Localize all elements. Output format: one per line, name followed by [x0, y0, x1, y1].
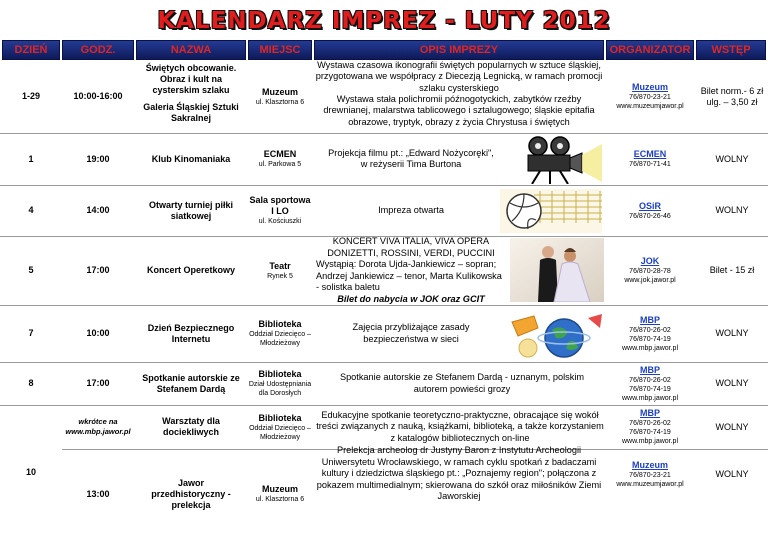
header-org: ORGANIZATOR: [606, 40, 694, 60]
organizer-phone: 76/870-28-78: [629, 268, 671, 275]
ticket-info: Bilet do nabycia w JOK oraz GCIT: [337, 293, 485, 304]
organizer-phone: 76/870-26-02: [629, 420, 671, 427]
place-name: Biblioteka: [258, 412, 302, 423]
event-place: [248, 449, 312, 539]
event-time: 10:00-16:00: [73, 91, 123, 101]
organizer-phone: 76/870-26-46: [629, 212, 671, 220]
event-place: [248, 133, 312, 185]
event-place: [248, 236, 312, 305]
event-organizer: [606, 449, 694, 499]
place-address: ul. Kościuszki: [258, 218, 302, 225]
event-organizer: [606, 236, 694, 305]
volleyball-icon: [500, 189, 602, 233]
event-entry: WOLNY: [715, 468, 749, 479]
event-place: [248, 60, 312, 133]
organizer-phone-2: 76/870-74-19: [629, 429, 671, 436]
organizer-link[interactable]: MBP: [640, 408, 660, 418]
organizer-link[interactable]: Muzeum: [632, 82, 668, 92]
event-organizer: [606, 60, 694, 133]
concert-composers: DONIZETTI, ROSSINI, VERDI, PUCCINI: [327, 247, 495, 258]
organizer-phone: 76/870-71-41: [629, 161, 671, 168]
event-description: [316, 236, 506, 305]
event-day: 4: [28, 205, 34, 215]
header-day: DZIEŃ: [2, 40, 60, 60]
place-address: ul. Klasztorna 6: [255, 98, 305, 106]
event-entry: Bilet - 15 zł: [709, 265, 755, 275]
film-camera-icon: [510, 136, 602, 184]
organizer-website: www.mbp.jawor.pl: [621, 438, 679, 445]
place-name: Biblioteka: [258, 319, 302, 329]
event-time: 14:00: [86, 205, 110, 215]
event-name: Świętych obcowanie. Obraz i kult na cysterskim szlaku: [145, 62, 237, 95]
event-description: Wystawa czasowa ikonografii świętych popularnych w sztuce śląskiej, przygotowana we współpracy z Diecezją Legnicką, w ramach promocji szlaku cysterskiego: [315, 59, 603, 93]
organizer-phone: 76/870-23-21: [629, 94, 671, 101]
event-time: 19:00: [86, 153, 110, 164]
event-day: 5: [28, 265, 34, 275]
place-address: Oddział Dziecięco – Młodzieżowy: [249, 424, 311, 441]
event-name-2: Galeria Śląskiej Sztuki Sakralnej: [143, 102, 239, 123]
organizer-website: www.jok.jawor.pl: [624, 277, 676, 284]
event-description: Edukacyjne spotkanie teoretyczno-praktyczne, obracające się wokół treści związanych z nauką, książkami, biblioteką, a także korzystaniem z katalogów bibliotecznych on-line: [316, 409, 604, 443]
event-name: Warsztaty dla dociekliwych: [162, 416, 220, 437]
organizer-website: www.muzeumjawor.pl: [616, 103, 684, 110]
event-description-2: Wystawa stała polichromii późnogotyckich, zabytków rzeźby drewnianej, malarstwa tablicowego i sztalugowego; śląskie epitafia obrazowe, tryptyk, obrazy z życia Chrystusa i świętych: [323, 93, 595, 127]
organizer-link[interactable]: JOK: [640, 256, 660, 266]
organizer-link[interactable]: MBP: [640, 364, 660, 375]
place-address: Oddział Dziecięco – Młodzieżowy: [249, 331, 311, 347]
event-name: Koncert Operetkowy: [146, 265, 236, 275]
event-time: wkrótce na www.mbp.jawor.pl: [65, 417, 131, 436]
place-name: ECMEN: [263, 149, 297, 159]
event-description: Prelekcja archeolog dr Justyny Baron z Instytutu Archeologii Uniwersytetu Wrocławskiego, w ramach cyklu spotkań z badaczami kultury i dziedzictwa śląskiego pt.: „Poznajemy region"; połączona z pokazem multimedialnym; skierowana do szkół oraz miłośników Ziemi Jaworskiej: [316, 445, 602, 502]
organizer-link[interactable]: Muzeum: [632, 459, 668, 470]
event-organizer: [606, 362, 694, 405]
event-time: 10:00: [86, 328, 110, 338]
event-day: 8: [28, 378, 34, 388]
concert-title: KONCERT VIVA ITALIA, VIVA OPERA: [332, 236, 490, 246]
header-entry: WSTĘP: [696, 40, 766, 60]
header-time: GODZ.: [62, 40, 134, 60]
event-name: Dzień Bezpiecznego Internetu: [147, 322, 235, 344]
event-name: Klub Kinomaniaka: [151, 153, 231, 164]
opera-singers-photo: [510, 238, 604, 302]
event-day: 1: [28, 153, 34, 164]
event-entry: WOLNY: [715, 378, 749, 388]
event-time: 17:00: [86, 265, 110, 275]
event-place: [248, 405, 312, 449]
event-entry: WOLNY: [715, 421, 749, 432]
event-organizer: [606, 305, 694, 362]
event-description: Projekcja filmu pt.: „Edward Nożycoręki", w reżyserii Tima Burtona: [328, 147, 494, 169]
organizer-link[interactable]: ECMEN: [633, 149, 667, 159]
organizer-website: www.mbp.jawor.pl: [621, 394, 679, 402]
place-address: ul. Klasztorna 6: [255, 496, 305, 503]
organizer-phone: 76/870-26-02: [629, 326, 671, 334]
event-day: 1-29: [21, 91, 40, 101]
globe-security-icon: [508, 308, 604, 360]
organizer-phone: 76/870-26-02: [629, 376, 671, 384]
concert-performers: Wystąpią: Dorota Ujda-Jankiewicz – sopran; Andrzej Jankiewicz – tenor, Marta Kulikowska - solistka baletu: [316, 259, 502, 292]
organizer-link[interactable]: OSiR: [638, 200, 661, 211]
header-name: NAZWA: [136, 40, 246, 60]
event-entry: WOLNY: [715, 328, 749, 338]
event-day: 10: [25, 466, 36, 477]
place-name: Teatr: [269, 260, 291, 271]
organizer-website: www.mbp.jawor.pl: [621, 344, 679, 352]
event-time: 13:00: [86, 488, 110, 499]
event-name: Otwarty turniej piłki siatkowej: [148, 199, 233, 221]
place-address: Dział Udostępniania dla Dorosłych: [248, 381, 312, 397]
event-day: 7: [28, 328, 34, 338]
event-place: [248, 362, 312, 405]
place-address: ul. Parkowa 5: [258, 161, 302, 168]
event-organizer: [606, 133, 694, 185]
place-name: Muzeum: [262, 484, 298, 494]
organizer-phone-2: 76/870-74-19: [629, 335, 671, 343]
event-entry: WOLNY: [715, 153, 749, 164]
event-organizer: [606, 405, 694, 449]
place-address: Rynek 5: [267, 272, 293, 280]
event-name: Spotkanie autorskie ze Stefanem Dardą: [142, 372, 240, 394]
page-title: KALENDARZ IMPREZ - LUTY 2012: [157, 8, 611, 34]
event-entry: WOLNY: [715, 205, 749, 215]
organizer-website: www.muzeumjawor.pl: [616, 480, 684, 488]
event-place: [248, 185, 312, 236]
event-time: 17:00: [86, 378, 110, 388]
event-name: Jawor przedhistoryczny - prelekcja: [151, 477, 231, 510]
place-name: Muzeum: [262, 86, 298, 97]
organizer-phone-2: 76/870-74-19: [629, 385, 671, 393]
place-name: Sala sportowa I LO: [249, 195, 311, 216]
event-organizer: [606, 185, 694, 236]
event-description: Zajęcia przybliżające zasady bezpieczeństwa w sieci: [352, 322, 470, 344]
event-entry: Bilet norm.- 6 zł ulg. – 3,50 zł: [700, 85, 764, 107]
header-place: MIEJSC: [248, 40, 312, 60]
event-description: Impreza otwarta: [378, 204, 444, 215]
event-description: Spotkanie autorskie ze Stefanem Dardą - uznanym, polskim autorem powieści grozy: [339, 372, 585, 394]
header-desc: OPIS IMPREZY: [314, 40, 604, 60]
place-name: Biblioteka: [258, 369, 302, 379]
event-place: [248, 305, 312, 362]
organizer-phone: 76/870-23-21: [629, 471, 671, 479]
organizer-link[interactable]: MBP: [640, 314, 660, 325]
